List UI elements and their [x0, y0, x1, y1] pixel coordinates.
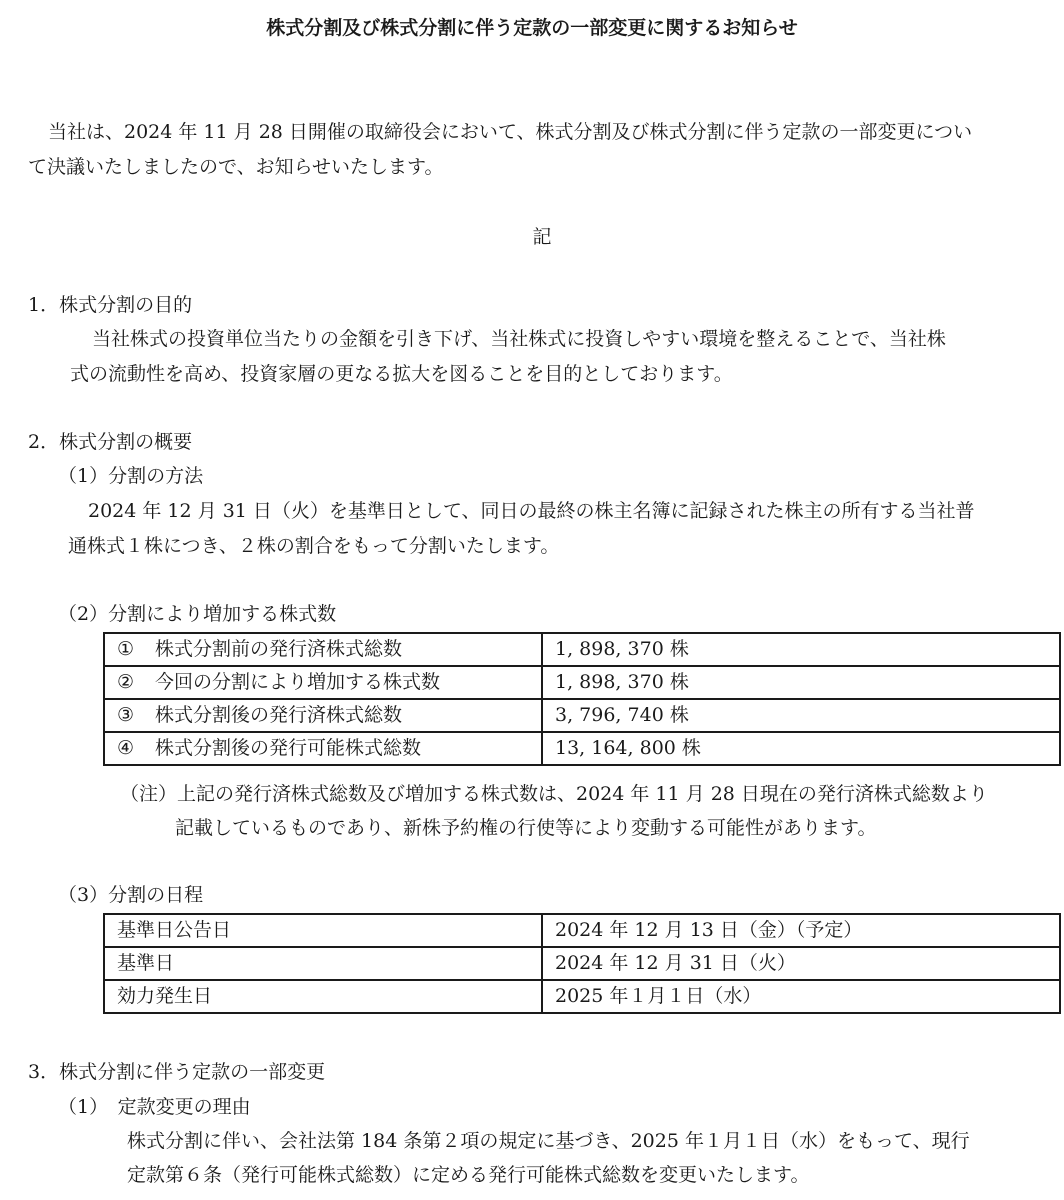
- row-label: 効力発生日: [104, 980, 542, 1013]
- section2-sub1-line-1: 2024 年 12 月 31 日（火）を基準日として、同日の最終の株主名簿に記録された株主の所有する当社普: [88, 500, 975, 522]
- section1-heading: 1．株式分割の目的: [28, 294, 193, 316]
- table-row: [104, 633, 1060, 666]
- row-label: 株式分割後の発行可能株式総数: [155, 737, 422, 759]
- increase-shares-table: [103, 632, 1061, 766]
- row-number: ④: [117, 737, 135, 759]
- section1-line-2: 式の流動性を高め、投資家層の更なる拡大を図ることを目的としております。: [70, 363, 733, 385]
- table-row: [104, 732, 1060, 765]
- table-row: [104, 666, 1060, 699]
- table-row: [104, 914, 1060, 947]
- ki-marker: 記: [532, 226, 552, 248]
- section1-line-1: 当社株式の投資単位当たりの金額を引き下げ、当社株式に投資しやすい環境を整えることで、当社株: [92, 328, 946, 350]
- row-value: 2024 年 12 月 31 日（火）: [542, 947, 1060, 980]
- intro-line-1: 当社は、2024 年 11 月 28 日開催の取締役会において、株式分割及び株式分割に伴う定款の一部変更につい: [48, 121, 973, 143]
- note-line-2: 記載しているものであり、新株予約権の行使等により変動する可能性があります。: [175, 817, 877, 839]
- section3-sub1-line-2: 定款第６条（発行可能株式総数）に定める発行可能株式総数を変更いたします。: [127, 1164, 810, 1186]
- section2-sub3-heading: （3）分割の日程: [58, 884, 204, 906]
- note-line-1: （注）上記の発行済株式総数及び増加する株式数は、2024 年 11 月 28 日現在の発行済株式総数より: [120, 783, 988, 805]
- row-value: 2025 年１月１日（水）: [542, 980, 1060, 1013]
- section2-heading: 2．株式分割の概要: [28, 431, 193, 453]
- row-value: 3, 796, 740 株: [542, 699, 1060, 732]
- row-label: 今回の分割により増加する株式数: [155, 671, 441, 693]
- row-number: ③: [117, 704, 135, 726]
- schedule-table: [103, 913, 1061, 1014]
- table-row: [104, 947, 1060, 980]
- row-number: ①: [117, 638, 135, 660]
- section2-sub1-line-2: 通株式１株につき、２株の割合をもって分割いたします。: [68, 535, 560, 557]
- section3-sub1-heading: （1） 定款変更の理由: [58, 1096, 251, 1118]
- row-number: ②: [117, 671, 135, 693]
- table-row: [104, 980, 1060, 1013]
- intro-line-2: て決議いたしましたので、お知らせいたします。: [28, 156, 444, 178]
- section2-sub1-heading: （1）分割の方法: [58, 465, 204, 487]
- row-value: 13, 164, 800 株: [542, 732, 1060, 765]
- row-value: 2024 年 12 月 13 日（金）（予定）: [542, 914, 1060, 947]
- page-title: 株式分割及び株式分割に伴う定款の一部変更に関するお知らせ: [266, 17, 798, 39]
- table-row: [104, 699, 1060, 732]
- row-value: 1, 898, 370 株: [542, 666, 1060, 699]
- row-label: 基準日: [104, 947, 542, 980]
- row-label: 株式分割前の発行済株式総数: [155, 638, 403, 660]
- section3-heading: 3．株式分割に伴う定款の一部変更: [28, 1061, 326, 1083]
- section3-sub1-line-1: 株式分割に伴い、会社法第 184 条第２項の規定に基づき、2025 年１月１日（水）をもって、現行: [127, 1130, 970, 1152]
- section2-sub2-heading: （2）分割により増加する株式数: [58, 603, 337, 625]
- row-label: 基準日公告日: [104, 914, 542, 947]
- row-value: 1, 898, 370 株: [542, 633, 1060, 666]
- row-label: 株式分割後の発行済株式総数: [155, 704, 403, 726]
